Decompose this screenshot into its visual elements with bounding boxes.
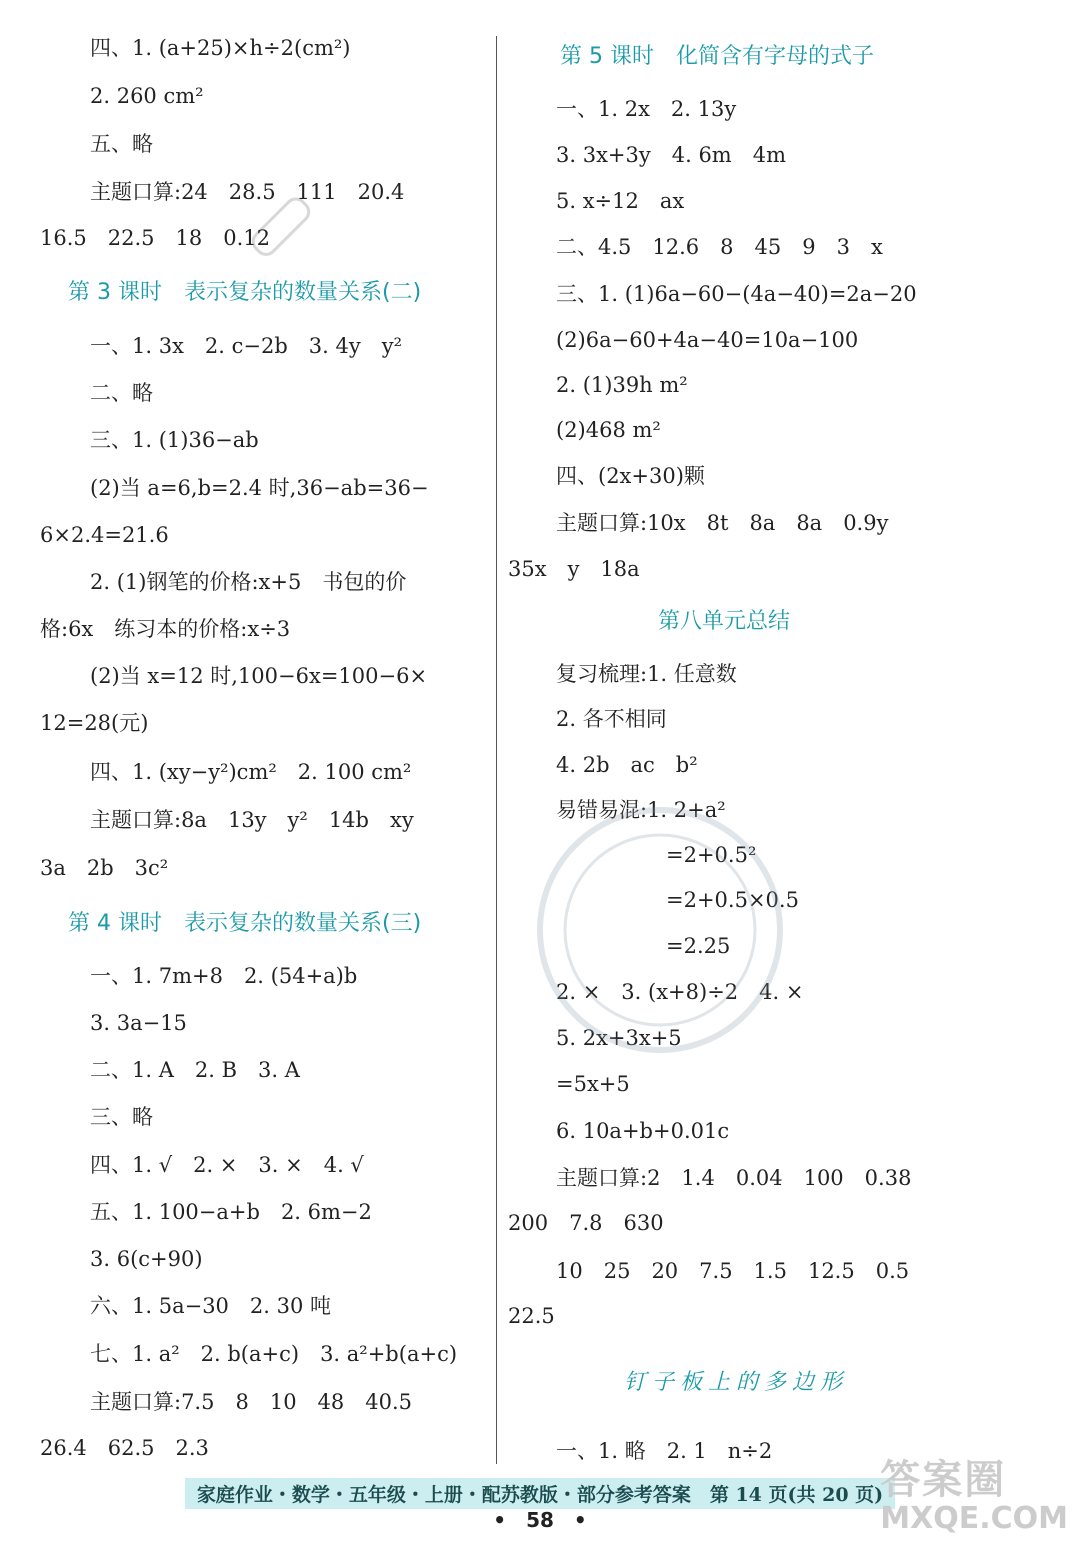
answer-line: 2. (1)39h m² xyxy=(556,373,688,397)
answer-line: 5. 2x+3x+5 xyxy=(556,1026,682,1050)
site-logo xyxy=(880,1458,1068,1536)
answer-line: 200 7.8 630 xyxy=(508,1211,664,1235)
answer-line: 六、1. 5a−30 2. 30 吨 xyxy=(90,1294,332,1318)
answer-line: 6. 10a+b+0.01c xyxy=(556,1119,730,1143)
answer-line: 35x y 18a xyxy=(508,557,640,581)
answer-line: =2+0.5×0.5 xyxy=(666,888,799,912)
answer-line: (2)468 m² xyxy=(556,418,661,442)
answer-line: (2)当 a=6,b=2.4 时,36−ab=36− xyxy=(90,476,429,500)
answer-line: =2.25 xyxy=(666,934,731,958)
answer-line: 2. (1)钢笔的价格:x+5 书包的价 xyxy=(90,570,407,594)
answer-line: 3a 2b 3c² xyxy=(40,856,169,880)
footer-bar: 家庭作业・数学・五年级・上册・配苏教版・部分参考答案 第 14 页(共 20 页) xyxy=(185,1478,895,1509)
answer-line: 10 25 20 7.5 1.5 12.5 0.5 xyxy=(556,1259,910,1283)
column-divider xyxy=(496,36,497,1464)
answer-line: 26.4 62.5 2.3 xyxy=(40,1436,209,1460)
answer-line: 二、4.5 12.6 8 45 9 3 x xyxy=(556,235,883,259)
answer-line: 主题口算:2 1.4 0.04 100 0.38 xyxy=(556,1166,912,1190)
stamp-watermark xyxy=(520,790,800,1070)
answer-line: 一、1. 3x 2. c−2b 3. 4y y² xyxy=(90,334,403,358)
answer-line: 主题口算:8a 13y y² 14b xy xyxy=(90,808,414,832)
answer-line: 四、1. (a+25)×h÷2(cm²) xyxy=(90,36,351,60)
answer-line: 复习梳理:1. 任意数 xyxy=(556,662,737,686)
logo-text: 答案圈 xyxy=(880,1457,1007,1503)
page-number: • 58 • xyxy=(493,1508,587,1532)
answer-line: 3. 3a−15 xyxy=(90,1011,187,1035)
answer-line: 5. x÷12 ax xyxy=(556,189,685,213)
answer-line: 格:6x 练习本的价格:x÷3 xyxy=(40,617,291,641)
answer-line: 2. × 3. (x+8)÷2 4. × xyxy=(556,980,804,1004)
answer-line: =2+0.5² xyxy=(666,843,757,867)
answer-line: 四、(2x+30)颗 xyxy=(556,464,705,488)
answer-line: 易错易混:1. 2+a² xyxy=(556,798,726,822)
answer-line: 三、1. (1)6a−60−(4a−40)=2a−20 xyxy=(556,282,917,306)
answer-line: 五、1. 100−a+b 2. 6m−2 xyxy=(90,1200,372,1224)
section-heading: 第 4 课时 表示复杂的数量关系(三) xyxy=(68,911,422,936)
answer-line: 主题口算:24 28.5 111 20.4 xyxy=(90,180,405,204)
section-heading: 第 3 课时 表示复杂的数量关系(二) xyxy=(68,280,422,305)
answer-line: 一、1. 2x 2. 13y xyxy=(556,97,737,121)
answer-line: (2)当 x=12 时,100−6x=100−6× xyxy=(90,664,428,688)
logo-url: MXQE.COM xyxy=(880,1501,1068,1536)
section-heading: 第八单元总结 xyxy=(658,609,791,634)
pencil-watermark xyxy=(228,178,324,274)
section-heading: 钉子板上的多边形 xyxy=(623,1370,848,1395)
answer-line: 2. 260 cm² xyxy=(90,84,204,108)
answer-line: 四、1. (xy−y²)cm² 2. 100 cm² xyxy=(90,760,412,784)
answer-line: 一、1. 略 2. 1 n÷2 xyxy=(556,1439,773,1463)
section-heading: 第 5 课时 化简含有字母的式子 xyxy=(560,44,874,69)
answer-line: 三、略 xyxy=(90,1105,153,1129)
answer-line: =5x+5 xyxy=(556,1072,630,1096)
answer-line: 12=28(元) xyxy=(40,711,149,735)
answer-line: (2)6a−60+4a−40=10a−100 xyxy=(556,328,859,352)
answer-line: 3. 3x+3y 4. 6m 4m xyxy=(556,143,786,167)
answer-line: 二、1. A 2. B 3. A xyxy=(90,1058,300,1082)
answer-line: 一、1. 7m+8 2. (54+a)b xyxy=(90,964,358,988)
answer-line: 五、略 xyxy=(90,132,153,156)
answer-line: 2. 各不相同 xyxy=(556,707,667,731)
answer-line: 4. 2b ac b² xyxy=(556,753,698,777)
answer-line: 主题口算:10x 8t 8a 8a 0.9y xyxy=(556,511,889,535)
answer-line: 主题口算:7.5 8 10 48 40.5 xyxy=(90,1390,413,1414)
answer-line: 16.5 22.5 18 0.12 xyxy=(40,226,270,250)
answer-line: 四、1. √ 2. × 3. × 4. √ xyxy=(90,1153,364,1177)
answer-line: 22.5 xyxy=(508,1304,555,1328)
answer-line: 三、1. (1)36−ab xyxy=(90,428,259,452)
answer-line: 3. 6(c+90) xyxy=(90,1247,203,1271)
answer-line: 七、1. a² 2. b(a+c) 3. a²+b(a+c) xyxy=(90,1342,458,1366)
answer-line: 6×2.4=21.6 xyxy=(40,523,169,547)
answer-line: 二、略 xyxy=(90,381,153,405)
